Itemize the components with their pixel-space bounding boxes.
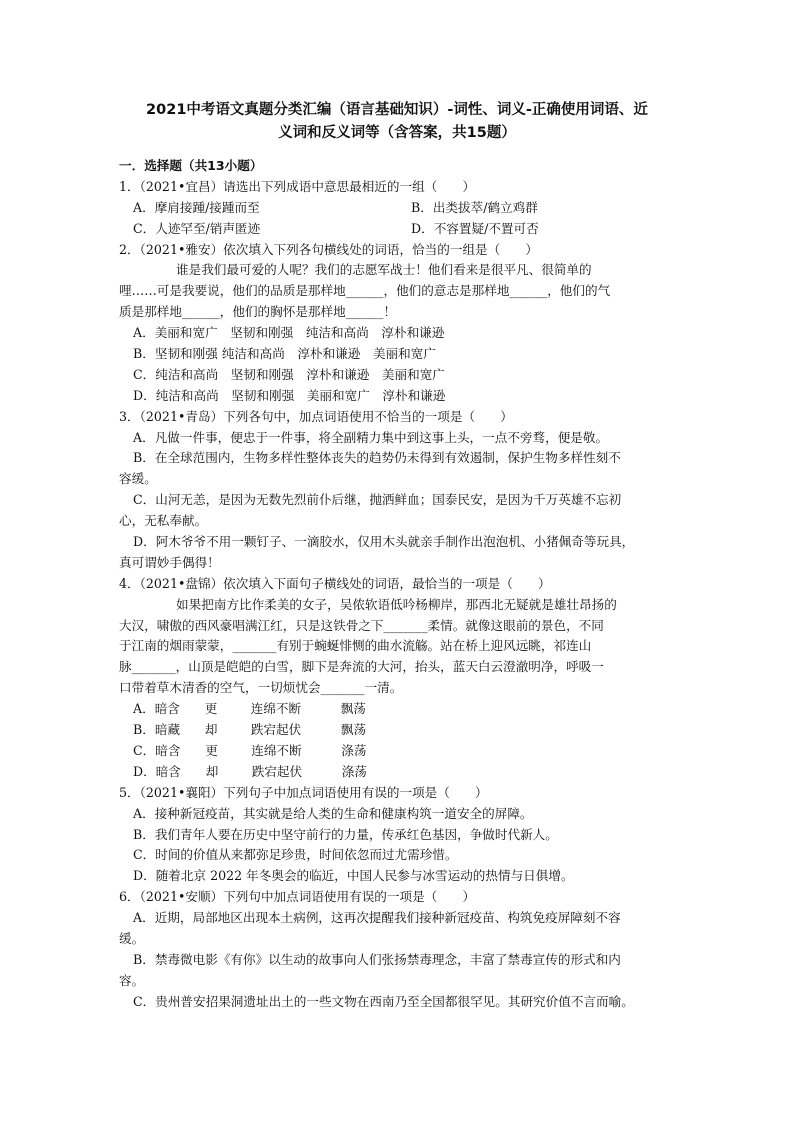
question-5-option-c: C．时间的价值从来都弥足珍贵，时间依忽而过尤需珍惜。 xyxy=(133,847,458,863)
question-3-option-d-line-2: 真可谓妙手偶得！ xyxy=(119,554,220,570)
question-4-option-a: A．暗含 更 连绵不断 飘荡 xyxy=(133,701,366,717)
question-6-option-b-line-1: B．禁毒微电影《有你》以生动的故事向人们张扬禁毒理念，丰富了禁毒宣传的形式和内 xyxy=(133,951,621,967)
question-2-passage-line-2: 哩……可是我要说，他们的品质是那样地______，他们的意志是那样地______，他们的气 xyxy=(119,283,611,299)
question-1-options-row-2 xyxy=(119,219,679,240)
question-1-option-b: B．出类拔萃/鹤立鸡群 xyxy=(411,199,538,215)
title-line-2: 义词和反义词等（含答案，共15题） xyxy=(278,125,516,141)
question-3-option-b-line-2: 容缓。 xyxy=(119,471,157,487)
question-4-passage-line-2: 大汉，啸傲的西风豪唱满江红，只是这铁骨之下_______柔情。就像这眼前的景色，不同 xyxy=(119,617,604,633)
question-4-passage-line-4: 脉_______，山顶是皑皑的白雪，脚下是奔流的大河，抬头，蓝天白云澄澈明净，呼吸一 xyxy=(119,659,604,675)
question-2-stem: 2．（2021•雅安）依次填入下列各句横线处的词语，恰当的一组是（ ） xyxy=(119,241,539,257)
question-6-option-a-line-1: A．近期，局部地区出现本土病例，这再次提醒我们接种新冠疫苗、构筑免疫屏障刻不容 xyxy=(133,910,621,926)
question-2-option-d: D．纯洁和高尚 坚韧和刚强 美丽和宽广 淳朴和谦逊 xyxy=(133,387,446,403)
question-6-option-b-line-2: 容。 xyxy=(119,972,145,988)
question-4-passage-line-3: 于江南的烟雨蒙蒙，_______有别于蜿蜒悱恻的曲水流觞。站在桥上迎风远眺，祁连山 xyxy=(119,638,592,654)
section-heading: 一．选择题（共13小题） xyxy=(119,158,263,173)
question-6-option-c: C．贵州普安招果洞遗址出土的一些文物在西南乃至全国都很罕见。其研究价值不言而喻。 xyxy=(133,993,634,1009)
question-3-option-c-line-2: 心，无私奉献。 xyxy=(119,513,208,529)
question-1-option-d: D．不容置疑/不置可否 xyxy=(411,220,539,236)
question-6-option-a-line-2: 缓。 xyxy=(119,930,145,946)
question-1-option-c: C．人迹罕至/销声匿迹 xyxy=(133,220,261,236)
question-3-stem: 3．（2021•青岛）下列各句中，加点词语使用不恰当的一项是（ ） xyxy=(119,408,513,424)
question-4-stem: 4．（2021•盘锦）依次填入下面句子横线处的词语，最恰当的一项是（ ） xyxy=(119,575,551,591)
question-5-stem: 5．（2021•襄阳）下列句子中加点词语使用有误的一项是（ ） xyxy=(119,784,488,800)
question-4-passage-line-5: 口带着草木清香的空气，一切烦忧会_______一清。 xyxy=(119,680,403,696)
question-5-option-b: B．我们青年人要在历史中坚守前行的力量，传承红色基因，争做时代新人。 xyxy=(133,826,558,842)
question-1-options-row-1 xyxy=(119,198,679,219)
question-5-option-a: A．接种新冠疫苗，其实就是给人类的生命和健康构筑一道安全的屏障。 xyxy=(133,805,533,821)
question-2-passage-line-3: 质是那样地______，他们的胸怀是那样地______！ xyxy=(119,304,397,320)
document-title xyxy=(112,99,682,145)
question-3-option-d-line-1: D．阿木爷爷不用一颗钉子、一滴胶水，仅用木头就亲手制作出泡泡机、小猪佩奇等玩具， xyxy=(133,534,635,550)
question-2-option-a: A．美丽和宽广 坚韧和刚强 纯洁和高尚 淳朴和谦逊 xyxy=(133,325,445,341)
question-4-option-d: D．暗含 却 跌宕起伏 涤荡 xyxy=(133,763,367,779)
question-2-option-b: B．坚韧和刚强 纯洁和高尚 淳朴和谦逊 美丽和宽广 xyxy=(133,346,436,362)
question-1-stem: 1．（2021•宜昌）请选出下列成语中意思最相近的一组（ ） xyxy=(119,178,476,194)
question-2-option-c: C．纯洁和高尚 坚韧和刚强 淳朴和谦逊 美丽和宽广 xyxy=(133,366,445,382)
question-2-passage-line-1: 谁是我们最可爱的人呢？我们的志愿军战士！他们看来是很平凡、很简单的 xyxy=(176,262,592,278)
question-4-option-b: B．暗藏 却 跌宕起伏 飘荡 xyxy=(133,722,367,738)
question-5-option-d: D．随着北京 2022 年冬奥会的临近，中国人民参与冰雪运动的热情与日俱增。 xyxy=(133,868,574,884)
question-6-stem: 6．（2021•安顺）下列句中加点词语使用有误的一项是（ ） xyxy=(119,889,476,905)
question-4-passage-line-1: 如果把南方比作柔美的女子，吴侬软语低吟杨柳岸，那西北无疑就是雄壮昂扬的 xyxy=(176,596,617,612)
title-line-1: 2021中考语文真题分类汇编（语言基础知识）-词性、词义-正确使用词语、近 xyxy=(146,102,648,118)
question-1-option-a: A．摩肩接踵/接踵而至 xyxy=(133,199,260,215)
question-4-option-c: C．暗含 更 连绵不断 涤荡 xyxy=(133,742,367,758)
question-3-option-a: A．凡做一件事，便忠于一件事，将全副精力集中到这事上头，一点不旁骛，便是敬。 xyxy=(133,429,609,445)
question-3-option-c-line-1: C．山河无恙，是因为无数先烈前仆后继，抛洒鲜血；国泰民安，是因为千万英雄不忘初 xyxy=(133,492,622,508)
question-3-option-b-line-1: B．在全球范围内，生物多样性整体丧失的趋势仍未得到有效遏制，保护生物多样性刻不 xyxy=(133,450,621,466)
question-content xyxy=(119,156,679,1013)
